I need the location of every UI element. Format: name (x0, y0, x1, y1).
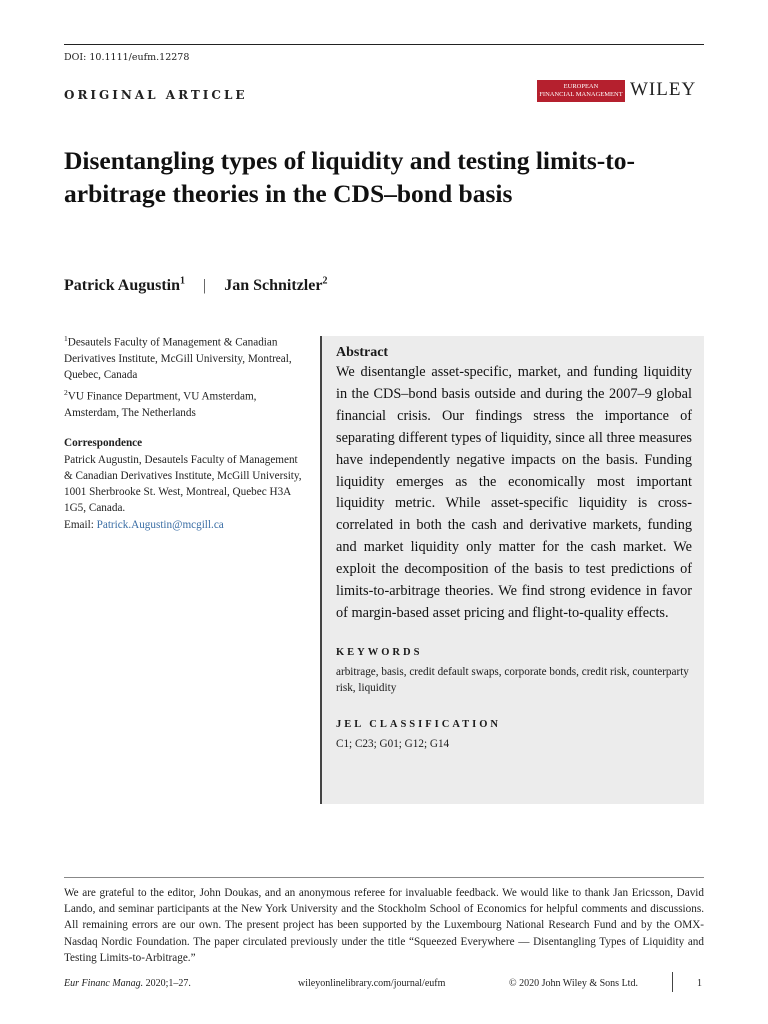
journal-logo (537, 80, 625, 102)
doi[interactable]: DOI: 10.1111/eufm.12278 (64, 52, 190, 63)
publisher-logo: WILEY (630, 79, 697, 100)
footer-journal-url[interactable]: wileyonlinelibrary.com/journal/eufm (298, 978, 446, 989)
footer-copyright: © 2020 John Wiley & Sons Ltd. (509, 978, 638, 989)
abstract-body: We disentangle asset-specific, market, and funding liquidity in the CDS–bond basis outside and during the 2007–9 global financial crisis. Our findings stress the importance of separating different types of liquidity, since all three measures have independently negative impacts on the basis. Funding liquidity emerges as the economically most important liquidity metric. While asset-specific liquidity is cross-correlated in both the cash and derivative markets, funding and market liquidity only matter for the cash market. We exploit the decomposition of the basis to test predictions of limits-to-arbitrage theories. We find strong evidence in favor of margin-based asset pricing and flight-to-quality effects. (336, 364, 692, 621)
affiliation: $^1$Desautels Faculty of Management & Canadian Derivatives Institute, McGill University, Montreal, Quebec, Canada (64, 334, 292, 382)
author-name[interactable]: Patrick Augustin$^1$ (64, 276, 186, 295)
keywords-heading: KEYWORDS (336, 646, 423, 658)
abstract-heading: Abstract (336, 345, 389, 360)
keywords-list: arbitrage, basis, credit default swaps, corporate bonds, credit risk, counterparty risk, liquidity (336, 665, 689, 695)
email-link[interactable]: Patrick.Augustin@mcgill.ca (96, 518, 224, 531)
jel-codes: C1; C23; G01; G12; G14 (336, 737, 450, 750)
correspondence-heading: Correspondence (64, 437, 143, 450)
author-list (64, 276, 327, 295)
author-info-column (64, 331, 309, 533)
affiliation: $^2$VU Finance Department, VU Amsterdam, Amsterdam, The Netherlands (64, 388, 257, 420)
footer-citation: Eur Financ Manag. 2020;1–27. (64, 978, 191, 989)
journal-logo-line1: EUROPEAN (563, 83, 599, 90)
journal-logo-line2: FINANCIAL MANAGEMENT (539, 91, 623, 98)
paper-title: Disentangling types of liquidity and testing limits-to-arbitrage theories in the CDS–bond basis (64, 146, 635, 208)
top-rule (64, 44, 704, 45)
email-label: Email: (64, 518, 94, 531)
article-type: ORIGINAL ARTICLE (64, 88, 248, 102)
correspondence-text: Patrick Augustin, Desautels Faculty of Management & Canadian Derivatives Institute, McGill University, 1001 Sherbrooke St. West, Montreal, Quebec H3A 1G5, Canada. Email: Patrick.Augustin@mcgill.ca (64, 453, 302, 531)
footnote-rule (64, 877, 704, 878)
footer-divider (672, 972, 673, 992)
jel-heading: JEL CLASSIFICATION (336, 718, 501, 730)
acknowledgements-footnote: We are grateful to the editor, John Doukas, and an anonymous referee for invaluable feedback. We would like to thank Jan Ericsson, David Lando, and seminar participants at the New York University and the Stockholm School of Economics for helpful comments and discussions. All remaining errors are our own. The present project has been supported by the Luxembourg National Research Fund and by the OMX-Nasdaq Nordic Foundation. The paper circulated previously under the title “Squeezed Everywhere — Disentangling Types of Liquidity and Testing Limits-to-Arbitrage.” (64, 887, 704, 964)
author-name[interactable]: Jan Schnitzler$^2$ (224, 276, 328, 295)
abstract-box (320, 336, 704, 804)
page-number: 1 (697, 978, 702, 989)
author-separator: | (203, 277, 207, 295)
